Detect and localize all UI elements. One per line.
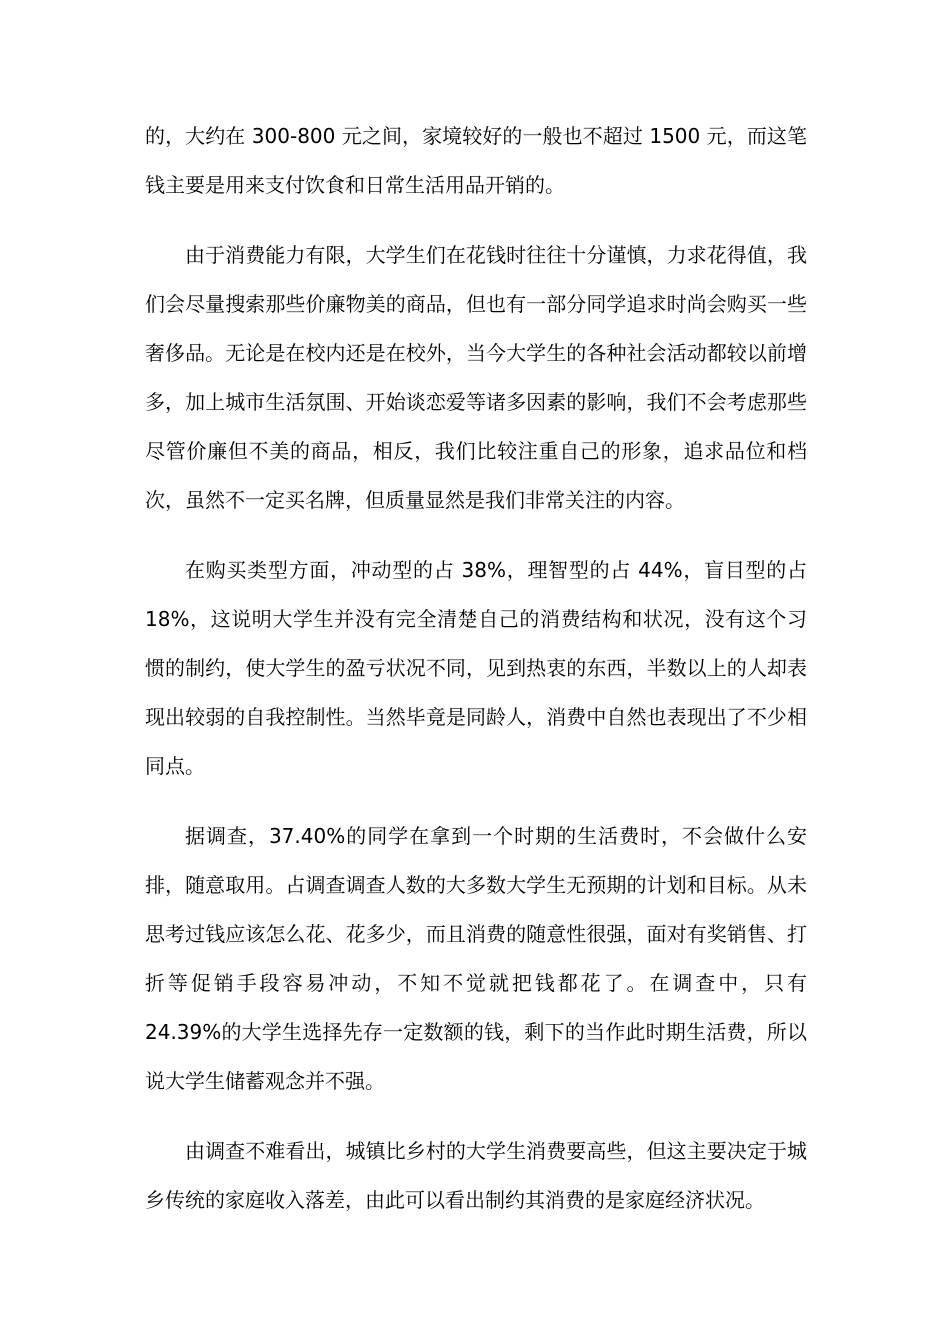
paragraph-1: 的，大约在 300-800 元之间，家境较好的一般也不超过 1500 元，而这笔钱主要是用来支付饮食和日常生活用品开销的。: [145, 124, 807, 197]
paragraph-3: 在购买类型方面，冲动型的占 38%，理智型的占 44%，盲目型的占 18%，这说明大学生并没有完全清楚自己的消费结构和状况，没有这个习惯的制约，使大学生的盈亏状况不同，见到热衷的东西，半数以上的人却表现出较弱的自我控制性。当然毕竟是同龄人，消费中自然也表现出了不少相同点。: [145, 558, 807, 778]
paragraph-2: 由于消费能力有限，大学生们在花钱时往往十分谨慎，力求花得值，我们会尽量搜索那些价廉物美的商品，但也有一部分同学追求时尚会购买一些奢侈品。无论是在校内还是在校外，当今大学生的各种社会活动都较以前增多，加上城市生活氛围、开始谈恋爱等诸多因素的影响，我们不会考虑那些尽管价廉但不美的商品，相反，我们比较注重自己的形象，追求品位和档次，虽然不一定买名牌，但质量显然是我们非常关注的内容。: [145, 243, 807, 512]
document-body: [145, 112, 807, 1246]
paragraph-5: 由调查不难看出，城镇比乡村的大学生消费要高些，但这主要决定于城乡传统的家庭收入落差，由此可以看出制约其消费的是家庭经济状况。: [145, 1139, 807, 1212]
paragraph-4: 据调查，37.40%的同学在拿到一个时期的生活费时，不会做什么安排，随意取用。占调查调查人数的大多数大学生无预期的计划和目标。从未思考过钱应该怎么花、花多少，而且消费的随意性很强，面对有奖销售、打折等促销手段容易冲动，不知不觉就把钱都花了。在调查中，只有 24.39%的大学生选择先存一定数额的钱，剩下的当作此时期生活费，所以说大学生储蓄观念并不强。: [145, 824, 807, 1093]
